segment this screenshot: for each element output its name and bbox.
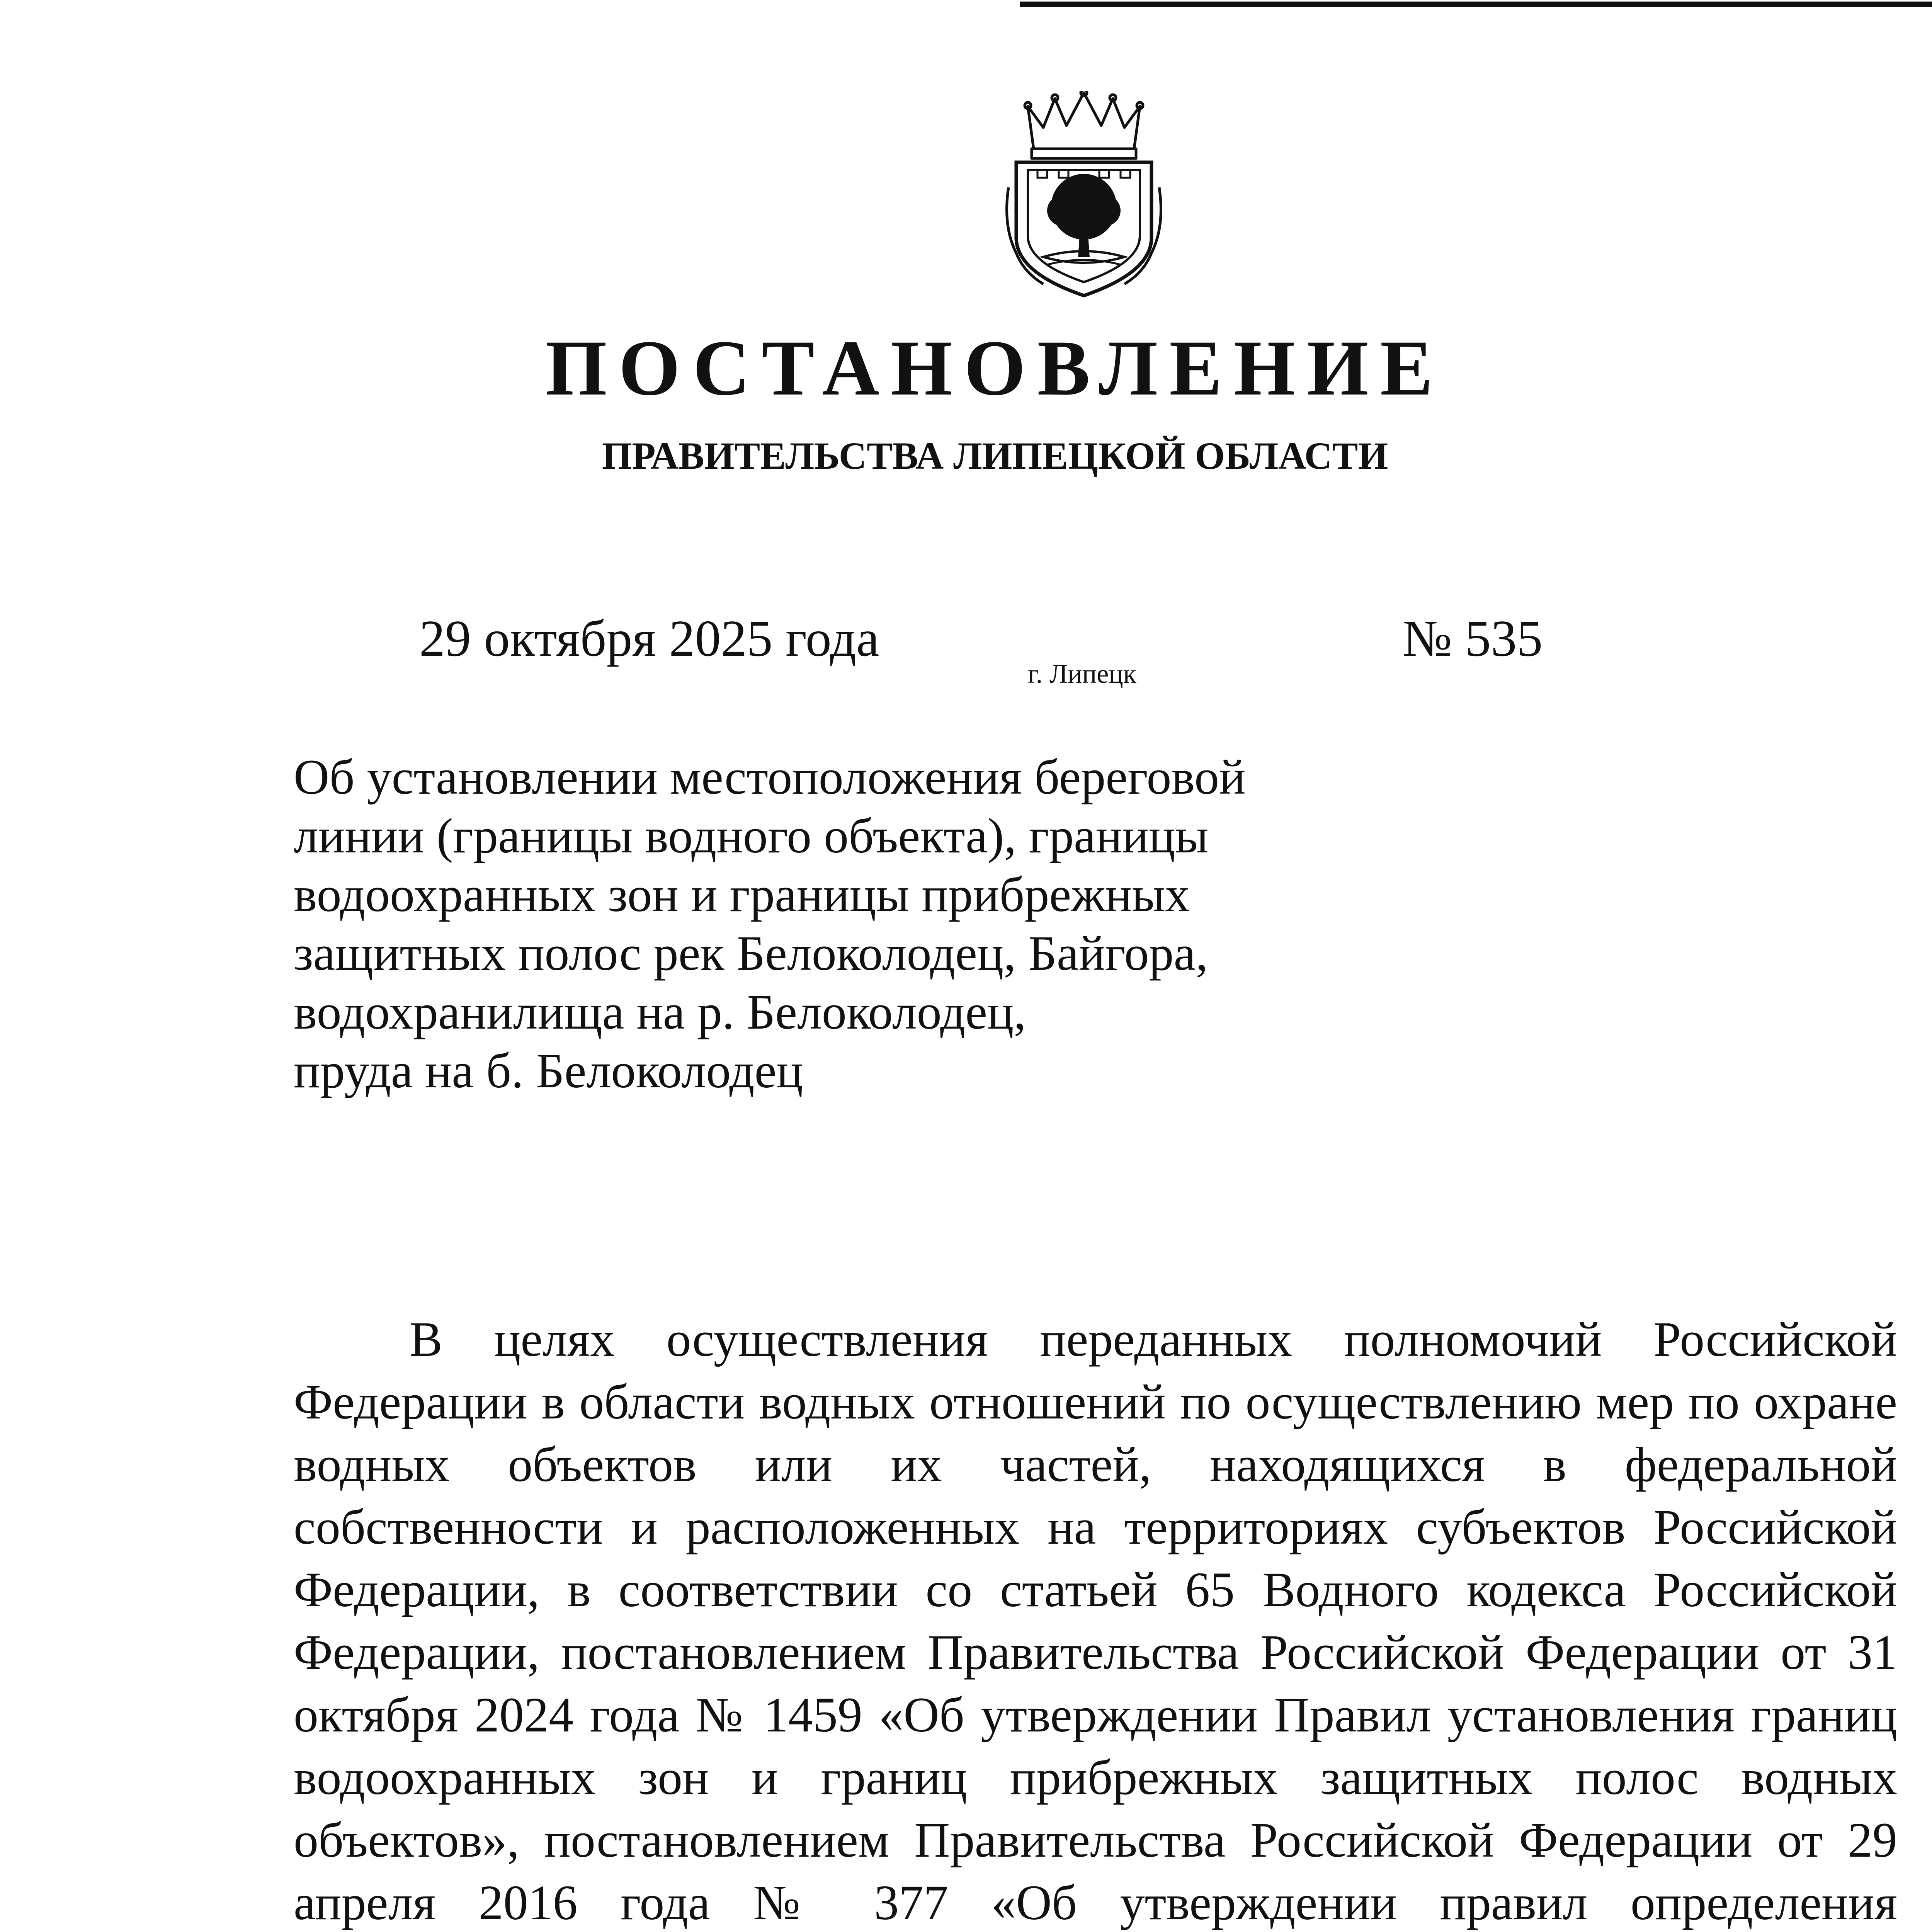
document-number: № 535 xyxy=(1403,610,1543,667)
subject-line: пруда на б. Белоколодец xyxy=(294,1043,803,1098)
subject-line: водохранилища на р. Белоколодец, xyxy=(294,985,1026,1039)
subject-line: Об установлении местоположения береговой xyxy=(294,750,1246,804)
subject-line: водоохранных зон и границы прибрежных xyxy=(294,867,1190,922)
subject-line: линии (границы водного объекта), границы xyxy=(294,808,1209,863)
document-title: ПОСТАНОВЛЕНИЕ xyxy=(545,324,1445,412)
document-city: г. Липецк xyxy=(1028,659,1136,689)
scan-top-line xyxy=(1020,2,1932,7)
subject-line: защитных полос рек Белоколодец, Байгора, xyxy=(294,926,1208,981)
document-date: 29 октября 2025 года xyxy=(419,610,879,667)
preamble-paragraph: В целях осуществления переданных полномочий Российской Федерации в области водных отношений по осуществлению мер по охране водных объектов или их частей, находящихся в федеральной собственности и расположенных на территориях субъектов Российской Федерации, в соответствии со статьей 65 Водного кодекса Российской Федерации, постановлением Правительства Российской Федерации от 31 октября 2024 года № 1459 «Об утверждении Правил установления границ водоохранных зон и границ прибрежных защитных полос водных объектов», постановлением Правительства Российской Федерации от 29 апреля 2016 года № 377 «Об утверждении правил определения xyxy=(294,1312,1897,1930)
document-subtitle: ПРАВИТЕЛЬСТВА ЛИПЕЦКОЙ ОБЛАСТИ xyxy=(602,434,1388,477)
coat-of-arms-icon xyxy=(1001,91,1167,299)
document-subject xyxy=(294,748,1298,1100)
document-body xyxy=(294,1308,1897,1932)
